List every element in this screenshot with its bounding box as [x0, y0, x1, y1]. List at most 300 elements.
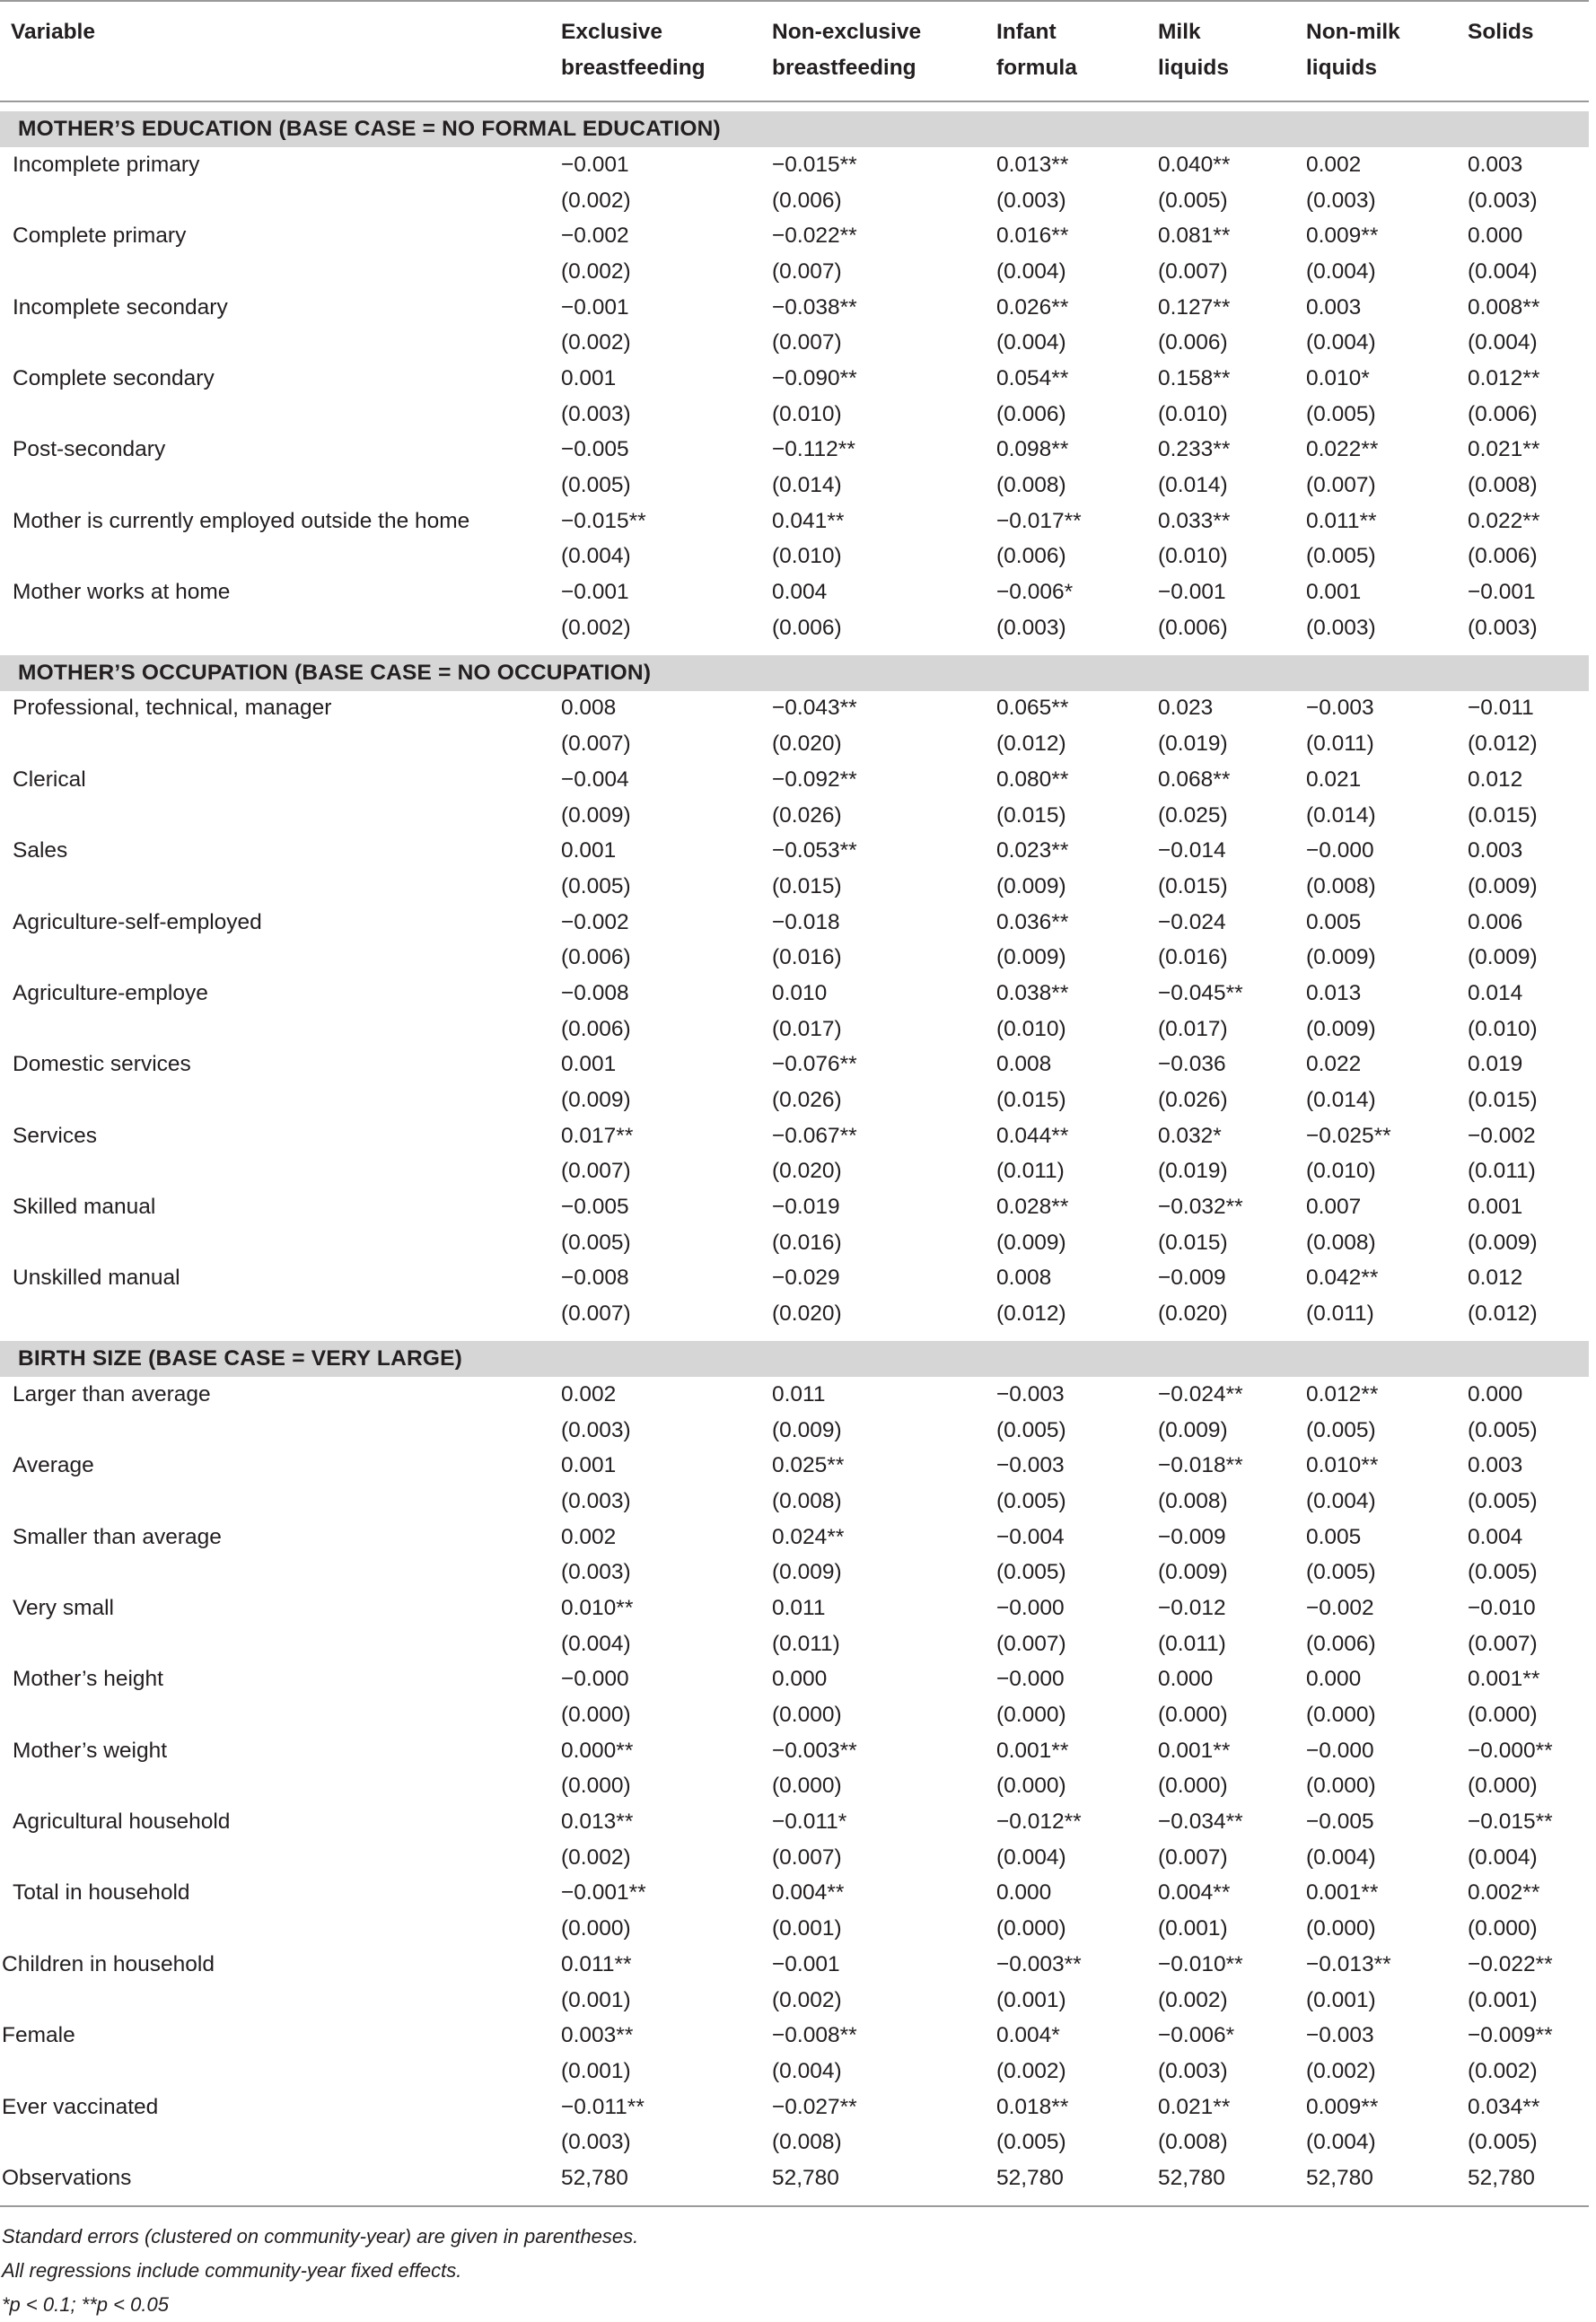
se-solids: (0.006)	[1468, 544, 1538, 569]
se-infant-formula: (0.009)	[996, 873, 1066, 898]
row-label: Clerical	[13, 767, 86, 792]
coef-solids: −0.002	[1468, 1123, 1536, 1148]
observations-label: Observations	[2, 2165, 132, 2190]
se-infant-formula: (0.004)	[996, 330, 1066, 355]
coef-exclusive-breastfeeding: 0.002	[561, 1524, 617, 1549]
se-exclusive-breastfeeding: (0.002)	[561, 188, 631, 213]
coef-non-exclusive-breastfeeding: −0.001	[772, 1951, 840, 1976]
footnote-standard-errors: Standard errors (clustered on community-year) are given in parentheses.	[2, 2224, 639, 2248]
header-non-exclusive-breastfeeding: Non-exclusive breastfeeding	[772, 1, 996, 101]
coef-milk-liquids: −0.009	[1158, 1524, 1226, 1549]
coef-non-milk-liquids: 0.003	[1306, 294, 1362, 320]
row-label: Sales	[13, 838, 68, 863]
coef-milk-liquids: 0.032*	[1158, 1123, 1222, 1148]
coef-milk-liquids: −0.006*	[1158, 2023, 1235, 2048]
se-solids: (0.009)	[1468, 945, 1538, 970]
se-non-milk-liquids: (0.007)	[1306, 473, 1376, 498]
table-row-coefficients	[0, 1733, 1589, 1769]
se-non-exclusive-breastfeeding: (0.015)	[772, 873, 842, 898]
table-row-standard-errors	[0, 610, 1589, 646]
se-exclusive-breastfeeding: (0.003)	[561, 2130, 631, 2155]
se-non-exclusive-breastfeeding: (0.000)	[772, 1774, 842, 1799]
coef-exclusive-breastfeeding: −0.001	[561, 294, 629, 320]
coef-infant-formula: 0.013**	[996, 152, 1069, 177]
row-label-empty	[0, 468, 561, 504]
coef-infant-formula: −0.003	[996, 1453, 1065, 1478]
se-milk-liquids: (0.007)	[1158, 1844, 1228, 1870]
coef-infant-formula: 0.026**	[996, 294, 1069, 320]
table-row-standard-errors	[0, 1154, 1589, 1190]
coef-non-exclusive-breastfeeding: 0.041**	[772, 508, 845, 533]
coef-exclusive-breastfeeding: 0.008	[561, 696, 617, 721]
coef-infant-formula: −0.017**	[996, 508, 1082, 533]
coef-exclusive-breastfeeding: 0.003**	[561, 2023, 634, 2048]
se-solids: (0.012)	[1468, 1301, 1538, 1327]
row-label-empty	[0, 1769, 561, 1805]
se-infant-formula: (0.005)	[996, 1560, 1066, 1585]
row-label: Post-secondary	[13, 437, 166, 462]
se-non-exclusive-breastfeeding: (0.006)	[772, 615, 842, 640]
table-row-coefficients	[0, 218, 1589, 254]
se-milk-liquids: (0.011)	[1158, 1631, 1226, 1656]
row-label-empty	[0, 1555, 561, 1590]
se-milk-liquids: (0.019)	[1158, 1159, 1228, 1184]
table-row-standard-errors	[0, 1484, 1589, 1520]
coef-infant-formula: 0.065**	[996, 696, 1069, 721]
se-non-milk-liquids: (0.005)	[1306, 1417, 1376, 1442]
se-non-milk-liquids: (0.000)	[1306, 1916, 1376, 1941]
coef-non-milk-liquids: 0.010**	[1306, 1453, 1379, 1478]
coef-exclusive-breastfeeding: −0.002	[561, 909, 629, 934]
table-row-coefficients	[0, 1261, 1589, 1297]
se-non-exclusive-breastfeeding: (0.004)	[772, 2058, 842, 2083]
se-milk-liquids: (0.017)	[1158, 1016, 1228, 1041]
se-milk-liquids: (0.006)	[1158, 615, 1228, 640]
coef-non-milk-liquids: 0.002	[1306, 152, 1362, 177]
table-row-coefficients	[0, 1189, 1589, 1225]
row-label-empty	[0, 2125, 561, 2160]
se-exclusive-breastfeeding: (0.005)	[561, 473, 631, 498]
coef-non-exclusive-breastfeeding: −0.053**	[772, 838, 857, 863]
header-non-milk-liquids: Non-milk liquids	[1306, 1, 1468, 101]
coef-non-exclusive-breastfeeding: −0.029	[772, 1266, 840, 1291]
coef-infant-formula: 0.016**	[996, 223, 1069, 249]
coef-non-milk-liquids: 0.012**	[1306, 1381, 1379, 1406]
se-non-milk-liquids: (0.011)	[1306, 732, 1374, 757]
se-exclusive-breastfeeding: (0.006)	[561, 1016, 631, 1041]
table-row-standard-errors	[0, 2054, 1589, 2090]
table-row-coefficients	[0, 1662, 1589, 1698]
coef-solids: −0.010	[1468, 1595, 1536, 1620]
table-row-coefficients	[0, 147, 1589, 183]
coef-solids: 0.008**	[1468, 294, 1540, 320]
se-solids: (0.004)	[1468, 330, 1538, 355]
coef-solids: −0.022**	[1468, 1951, 1553, 1976]
coef-infant-formula: 0.054**	[996, 365, 1069, 390]
coef-exclusive-breastfeeding: −0.004	[561, 767, 629, 792]
coef-milk-liquids: −0.036	[1158, 1052, 1226, 1077]
coef-non-exclusive-breastfeeding: −0.015**	[772, 152, 857, 177]
se-non-milk-liquids: (0.003)	[1306, 188, 1376, 213]
spacer-cell	[0, 646, 1589, 655]
coef-exclusive-breastfeeding: 0.000**	[561, 1738, 634, 1763]
coef-exclusive-breastfeeding: 0.013**	[561, 1809, 634, 1835]
coef-infant-formula: 0.080**	[996, 767, 1069, 792]
se-milk-liquids: (0.007)	[1158, 258, 1228, 284]
se-non-exclusive-breastfeeding: (0.014)	[772, 473, 842, 498]
se-milk-liquids: (0.025)	[1158, 802, 1228, 828]
se-exclusive-breastfeeding: (0.004)	[561, 1631, 631, 1656]
se-solids: (0.015)	[1468, 802, 1538, 828]
section-title: MOTHER’S OCCUPATION (BASE CASE = NO OCCUPATION)	[0, 655, 1589, 691]
se-non-milk-liquids: (0.008)	[1306, 1230, 1376, 1255]
table-row-coefficients	[0, 833, 1589, 869]
se-non-milk-liquids: (0.000)	[1306, 1774, 1376, 1799]
observations-solids: 52,780	[1468, 2165, 1535, 2190]
coef-infant-formula: −0.006*	[996, 580, 1074, 605]
row-label-empty	[0, 1911, 561, 1947]
coef-infant-formula: −0.003	[996, 1381, 1065, 1406]
spacer-cell	[0, 1332, 1589, 1341]
coef-non-exclusive-breastfeeding: −0.038**	[772, 294, 857, 320]
row-spacer	[0, 646, 1589, 655]
coef-solids: −0.009**	[1468, 2023, 1553, 2048]
se-exclusive-breastfeeding: (0.003)	[561, 1417, 631, 1442]
observations-non-exclusive-breastfeeding: 52,780	[772, 2165, 839, 2190]
observations-milk-liquids: 52,780	[1158, 2165, 1225, 2190]
coef-milk-liquids: −0.010**	[1158, 1951, 1243, 1976]
se-milk-liquids: (0.002)	[1158, 1987, 1228, 2012]
row-label-empty	[0, 1012, 561, 1047]
coef-non-milk-liquids: 0.000	[1306, 1667, 1362, 1692]
se-exclusive-breastfeeding: (0.000)	[561, 1774, 631, 1799]
se-non-milk-liquids: (0.004)	[1306, 1488, 1376, 1513]
table-row-standard-errors	[0, 468, 1589, 504]
row-label: Skilled manual	[13, 1195, 156, 1220]
se-infant-formula: (0.005)	[996, 1417, 1066, 1442]
row-spacer	[0, 101, 1589, 111]
table-row-coefficients	[0, 1590, 1589, 1626]
coef-non-exclusive-breastfeeding: −0.022**	[772, 223, 857, 249]
table-row-standard-errors	[0, 798, 1589, 834]
se-milk-liquids: (0.003)	[1158, 2058, 1228, 2083]
se-exclusive-breastfeeding: (0.004)	[561, 544, 631, 569]
coef-solids: 0.022**	[1468, 508, 1540, 533]
row-label: Ever vaccinated	[2, 2094, 159, 2119]
row-label-empty	[0, 726, 561, 762]
se-milk-liquids: (0.016)	[1158, 945, 1228, 970]
row-label-empty	[0, 2054, 561, 2090]
row-label: Average	[13, 1453, 94, 1478]
se-non-exclusive-breastfeeding: (0.007)	[772, 1844, 842, 1870]
coef-solids: −0.011	[1468, 696, 1534, 721]
coef-exclusive-breastfeeding: −0.015**	[561, 508, 646, 533]
se-exclusive-breastfeeding: (0.003)	[561, 401, 631, 426]
se-solids: (0.004)	[1468, 258, 1538, 284]
coef-milk-liquids: 0.068**	[1158, 767, 1231, 792]
table-row-coefficients	[0, 691, 1589, 727]
se-milk-liquids: (0.010)	[1158, 544, 1228, 569]
se-non-milk-liquids: (0.009)	[1306, 945, 1376, 970]
coef-solids: −0.001	[1468, 580, 1536, 605]
header-variable: Variable	[0, 1, 561, 101]
coef-solids: 0.004	[1468, 1524, 1523, 1549]
se-solids: (0.006)	[1468, 401, 1538, 426]
coef-exclusive-breastfeeding: 0.001	[561, 1052, 617, 1077]
coef-infant-formula: 0.018**	[996, 2094, 1069, 2119]
coef-non-milk-liquids: 0.001**	[1306, 1880, 1379, 1906]
coef-non-milk-liquids: −0.002	[1306, 1595, 1374, 1620]
table-row-standard-errors	[0, 1082, 1589, 1118]
se-milk-liquids: (0.001)	[1158, 1916, 1228, 1941]
table-row-coefficients	[0, 905, 1589, 941]
row-label: Mother works at home	[13, 580, 231, 605]
coef-exclusive-breastfeeding: 0.002	[561, 1381, 617, 1406]
se-exclusive-breastfeeding: (0.002)	[561, 258, 631, 284]
se-non-exclusive-breastfeeding: (0.008)	[772, 2130, 842, 2155]
coef-non-milk-liquids: −0.003	[1306, 696, 1374, 721]
coef-non-exclusive-breastfeeding: 0.004**	[772, 1880, 845, 1906]
table-row-coefficients	[0, 1047, 1589, 1083]
se-exclusive-breastfeeding: (0.009)	[561, 1088, 631, 1113]
row-label: Incomplete primary	[13, 152, 200, 177]
coef-infant-formula: 0.098**	[996, 437, 1069, 462]
row-label-empty	[0, 1154, 561, 1190]
se-solids: (0.001)	[1468, 1987, 1538, 2012]
coef-non-exclusive-breastfeeding: −0.090**	[772, 365, 857, 390]
se-milk-liquids: (0.005)	[1158, 188, 1228, 213]
se-exclusive-breastfeeding: (0.003)	[561, 1560, 631, 1585]
row-label: Mother’s height	[13, 1667, 163, 1692]
coef-exclusive-breastfeeding: 0.001	[561, 365, 617, 390]
footnote-fixed-effects: All regressions include community-year fixed effects.	[2, 2258, 462, 2282]
se-exclusive-breastfeeding: (0.001)	[561, 2058, 631, 2083]
se-infant-formula: (0.008)	[996, 473, 1066, 498]
se-solids: (0.005)	[1468, 1560, 1538, 1585]
row-label-empty	[0, 539, 561, 575]
coef-infant-formula: 0.008	[996, 1052, 1052, 1077]
se-non-exclusive-breastfeeding: (0.002)	[772, 1987, 842, 2012]
se-non-milk-liquids: (0.004)	[1306, 1844, 1376, 1870]
se-solids: (0.002)	[1468, 2058, 1538, 2083]
se-milk-liquids: (0.019)	[1158, 732, 1228, 757]
coef-non-exclusive-breastfeeding: −0.011*	[772, 1809, 847, 1835]
se-non-exclusive-breastfeeding: (0.020)	[772, 1159, 842, 1184]
se-exclusive-breastfeeding: (0.007)	[561, 1159, 631, 1184]
se-non-milk-liquids: (0.004)	[1306, 258, 1376, 284]
se-milk-liquids: (0.015)	[1158, 1230, 1228, 1255]
section-header-row	[0, 111, 1589, 147]
row-spacer	[0, 1332, 1589, 1341]
row-label-empty	[0, 1840, 561, 1876]
se-exclusive-breastfeeding: (0.006)	[561, 945, 631, 970]
table-row-coefficients	[0, 433, 1589, 469]
se-exclusive-breastfeeding: (0.002)	[561, 615, 631, 640]
table-row-coefficients	[0, 574, 1589, 610]
se-non-milk-liquids: (0.009)	[1306, 1016, 1376, 1041]
row-label-empty	[0, 798, 561, 834]
se-non-milk-liquids: (0.008)	[1306, 873, 1376, 898]
table-row-standard-errors	[0, 1626, 1589, 1662]
table-row-coefficients	[0, 1448, 1589, 1484]
row-label-empty	[0, 1626, 561, 1662]
se-infant-formula: (0.004)	[996, 1844, 1066, 1870]
header-exclusive-breastfeeding: Exclusive breastfeeding	[561, 1, 772, 101]
row-label: Children in household	[2, 1951, 215, 1976]
coef-milk-liquids: 0.233**	[1158, 437, 1231, 462]
footnotes-cell	[0, 2206, 1589, 2322]
se-infant-formula: (0.010)	[996, 1016, 1066, 1041]
se-infant-formula: (0.006)	[996, 544, 1066, 569]
se-solids: (0.008)	[1468, 473, 1538, 498]
coef-non-exclusive-breastfeeding: 0.004	[772, 580, 828, 605]
coef-infant-formula: 0.001**	[996, 1738, 1069, 1763]
table-row-coefficients	[0, 2090, 1589, 2125]
coef-milk-liquids: 0.000	[1158, 1667, 1214, 1692]
se-infant-formula: (0.012)	[996, 732, 1066, 757]
coef-exclusive-breastfeeding: 0.011**	[561, 1951, 632, 1976]
coef-non-milk-liquids: 0.001	[1306, 580, 1362, 605]
coef-exclusive-breastfeeding: −0.008	[561, 980, 629, 1005]
coef-milk-liquids: −0.014	[1158, 838, 1226, 863]
row-label: Unskilled manual	[13, 1266, 180, 1291]
coef-exclusive-breastfeeding: 0.010**	[561, 1595, 634, 1620]
se-milk-liquids: (0.000)	[1158, 1703, 1228, 1728]
se-solids: (0.005)	[1468, 1417, 1538, 1442]
se-infant-formula: (0.001)	[996, 1987, 1066, 2012]
row-label: Services	[13, 1123, 97, 1148]
coef-infant-formula: −0.003**	[996, 1951, 1082, 1976]
coef-solids: 0.014	[1468, 980, 1523, 1005]
coef-non-exclusive-breastfeeding: 0.024**	[772, 1524, 845, 1549]
se-non-exclusive-breastfeeding: (0.026)	[772, 802, 842, 828]
coef-solids: 0.012	[1468, 1266, 1523, 1291]
se-infant-formula: (0.012)	[996, 1301, 1066, 1327]
coef-infant-formula: 0.038**	[996, 980, 1069, 1005]
coef-non-exclusive-breastfeeding: 0.010	[772, 980, 828, 1005]
row-label-empty	[0, 1225, 561, 1261]
coef-non-exclusive-breastfeeding: −0.008**	[772, 2023, 857, 2048]
coef-non-milk-liquids: 0.021	[1306, 767, 1362, 792]
coef-infant-formula: 0.028**	[996, 1195, 1069, 1220]
coef-infant-formula: 0.004*	[996, 2023, 1060, 2048]
coef-non-milk-liquids: 0.013	[1306, 980, 1362, 1005]
table-row-standard-errors	[0, 940, 1589, 976]
coef-infant-formula: −0.000	[996, 1595, 1065, 1620]
coef-milk-liquids: 0.158**	[1158, 365, 1231, 390]
table-row-coefficients	[0, 1876, 1589, 1912]
table-row-standard-errors	[0, 1413, 1589, 1449]
coef-solids: 0.021**	[1468, 437, 1540, 462]
se-milk-liquids: (0.026)	[1158, 1088, 1228, 1113]
se-milk-liquids: (0.015)	[1158, 873, 1228, 898]
coef-non-exclusive-breastfeeding: −0.027**	[772, 2094, 857, 2119]
table-row-standard-errors	[0, 254, 1589, 290]
coef-exclusive-breastfeeding: −0.002	[561, 223, 629, 249]
coef-non-exclusive-breastfeeding: −0.018	[772, 909, 840, 934]
table-row-coefficients	[0, 1118, 1589, 1154]
row-label: Agricultural household	[13, 1809, 231, 1835]
se-non-milk-liquids: (0.005)	[1306, 544, 1376, 569]
coef-non-exclusive-breastfeeding: 0.011	[772, 1595, 826, 1620]
row-label-empty	[0, 1983, 561, 2019]
se-solids: (0.003)	[1468, 188, 1538, 213]
se-infant-formula: (0.002)	[996, 2058, 1066, 2083]
row-spacer	[0, 2196, 1589, 2206]
coef-solids: 0.001**	[1468, 1667, 1540, 1692]
coef-milk-liquids: −0.032**	[1158, 1195, 1243, 1220]
se-non-exclusive-breastfeeding: (0.007)	[772, 330, 842, 355]
table-row-standard-errors	[0, 726, 1589, 762]
se-exclusive-breastfeeding: (0.002)	[561, 1844, 631, 1870]
coef-exclusive-breastfeeding: −0.005	[561, 437, 629, 462]
coef-exclusive-breastfeeding: 0.001	[561, 838, 617, 863]
coef-exclusive-breastfeeding: −0.001	[561, 580, 629, 605]
table-footnotes	[0, 2206, 1589, 2322]
coef-infant-formula: 0.000	[996, 1880, 1052, 1906]
row-label: Female	[2, 2023, 75, 2048]
table-row-standard-errors	[0, 1840, 1589, 1876]
se-non-exclusive-breastfeeding: (0.026)	[772, 1088, 842, 1113]
se-non-exclusive-breastfeeding: (0.006)	[772, 188, 842, 213]
se-infant-formula: (0.006)	[996, 401, 1066, 426]
se-infant-formula: (0.015)	[996, 1088, 1066, 1113]
footnote-significance: *p < 0.1; **p < 0.05	[2, 2292, 169, 2316]
se-non-exclusive-breastfeeding: (0.020)	[772, 732, 842, 757]
row-label-empty	[0, 254, 561, 290]
se-infant-formula: (0.011)	[996, 1159, 1065, 1184]
se-exclusive-breastfeeding: (0.009)	[561, 802, 631, 828]
table-row-standard-errors	[0, 1983, 1589, 2019]
coef-exclusive-breastfeeding: −0.001	[561, 152, 629, 177]
table-row-coefficients	[0, 1947, 1589, 1983]
coef-infant-formula: −0.000	[996, 1667, 1065, 1692]
coef-non-milk-liquids: 0.042**	[1306, 1266, 1379, 1291]
table-row-observations	[0, 2160, 1589, 2196]
se-milk-liquids: (0.006)	[1158, 330, 1228, 355]
se-infant-formula: (0.000)	[996, 1916, 1066, 1941]
coef-milk-liquids: 0.081**	[1158, 223, 1231, 249]
table-header	[0, 1, 1589, 101]
row-label-empty	[0, 1082, 561, 1118]
header-infant-formula: Infant formula	[996, 1, 1158, 101]
coef-infant-formula: 0.044**	[996, 1123, 1069, 1148]
row-label-empty	[0, 325, 561, 361]
se-infant-formula: (0.005)	[996, 1488, 1066, 1513]
se-infant-formula: (0.000)	[996, 1774, 1066, 1799]
se-non-exclusive-breastfeeding: (0.020)	[772, 1301, 842, 1327]
se-solids: (0.005)	[1468, 2130, 1538, 2155]
header-solids: Solids	[1468, 1, 1589, 101]
se-non-milk-liquids: (0.006)	[1306, 1631, 1376, 1656]
se-non-exclusive-breastfeeding: (0.016)	[772, 945, 842, 970]
se-solids: (0.015)	[1468, 1088, 1538, 1113]
table-row-standard-errors	[0, 325, 1589, 361]
coef-milk-liquids: 0.127**	[1158, 294, 1231, 320]
coef-milk-liquids: 0.040**	[1158, 152, 1231, 177]
coef-non-milk-liquids: 0.022**	[1306, 437, 1379, 462]
se-non-exclusive-breastfeeding: (0.010)	[772, 401, 842, 426]
row-label: Incomplete secondary	[13, 294, 228, 320]
coef-exclusive-breastfeeding: 0.017**	[561, 1123, 634, 1148]
se-milk-liquids: (0.008)	[1158, 1488, 1228, 1513]
row-label: Complete primary	[13, 223, 187, 249]
se-infant-formula: (0.007)	[996, 1631, 1066, 1656]
coef-solids: 0.012	[1468, 767, 1523, 792]
coef-non-exclusive-breastfeeding: −0.092**	[772, 767, 857, 792]
table-row-coefficients	[0, 1804, 1589, 1840]
row-label-empty	[0, 940, 561, 976]
